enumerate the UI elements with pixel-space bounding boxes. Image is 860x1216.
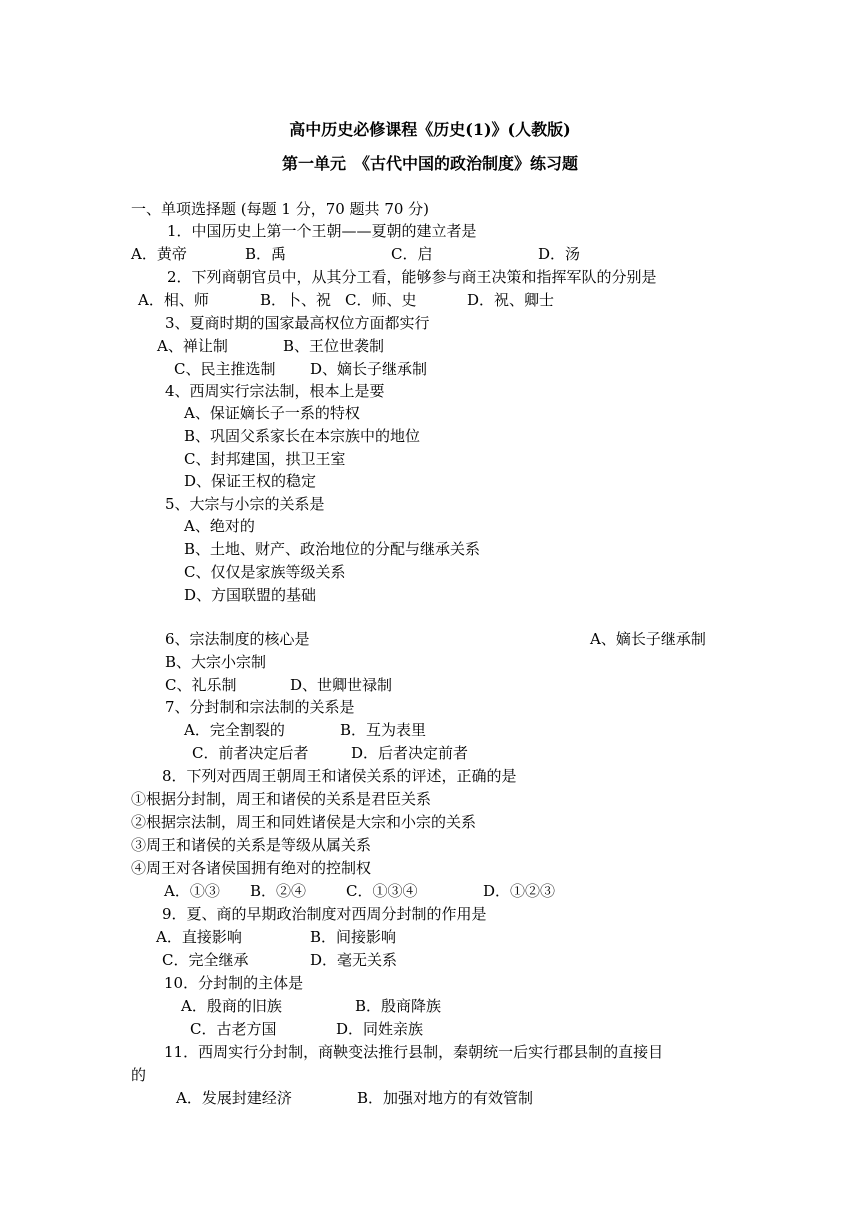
option-c: C．前者决定后者 [192, 744, 309, 762]
option-d: D．祝、卿士 [467, 291, 555, 309]
option-d: D、方国联盟的基础 [184, 586, 317, 604]
question-stem: 5、大宗与小宗的关系是 [165, 495, 325, 513]
option-b: B．间接影响 [310, 928, 397, 946]
option-a: A、禅让制 [157, 337, 228, 355]
option-c: C．师、史 [345, 291, 417, 309]
question-stem: 2．下列商朝官员中，从其分工看，能够参与商王决策和指挥军队的分别是 [167, 268, 657, 286]
question-stem: 10．分封制的主体是 [164, 974, 304, 992]
option-a: A、保证嫡长子一系的特权 [184, 404, 360, 422]
option-a: A．①③ [164, 882, 220, 900]
document-title: 高中历史必修课程《历史(1)》(人教版) [289, 120, 571, 139]
option-d: D．后者决定前者 [351, 744, 469, 762]
option-c: C、封邦建国，拱卫王室 [184, 450, 346, 468]
option-b: B．禹 [245, 245, 287, 263]
option-b: B．殷商降族 [355, 997, 442, 1015]
option-d: D．同姓亲族 [336, 1020, 424, 1038]
option-c: C、仅仅是家族等级关系 [184, 563, 346, 581]
option-d: D．汤 [538, 245, 581, 263]
option-b: B、巩固父系家长在本宗族中的地位 [184, 427, 421, 445]
option-a: A．直接影响 [156, 928, 242, 946]
statement-item: ③周王和诸侯的关系是等级从属关系 [131, 836, 372, 854]
question-stem: 7、分封制和宗法制的关系是 [165, 698, 355, 716]
document-subtitle: 第一单元 《古代中国的政治制度》练习题 [281, 154, 578, 173]
statement-item: ④周王对各诸侯国拥有绝对的控制权 [131, 859, 372, 877]
option-a: A、绝对的 [184, 517, 255, 535]
option-b: B、王位世袭制 [283, 337, 385, 355]
option-c: C．①③④ [346, 882, 418, 900]
option-c: C．古老方国 [190, 1020, 277, 1038]
question-stem: 8．下列对西周王朝周王和诸侯关系的评述，正确的是 [162, 767, 517, 785]
option-d: D．毫无关系 [310, 951, 398, 969]
option-b: B、大宗小宗制 [165, 653, 267, 671]
question-stem: 6、宗法制度的核心是 [165, 630, 310, 648]
option-a: A．完全割裂的 [184, 721, 285, 739]
question-stem: 11．西周实行分封制，商鞅变法推行县制，秦朝统一后实行郡县制的直接目 [164, 1043, 664, 1061]
option-b: B．②④ [250, 882, 307, 900]
option-b: B、土地、财产、政治地位的分配与继承关系 [184, 540, 481, 558]
option-a: A．相、师 [138, 291, 209, 309]
option-b: B．卜、祝 [260, 291, 332, 309]
option-d: D、世卿世禄制 [290, 676, 393, 694]
option-a: A．黄帝 [131, 245, 187, 263]
option-c: C、民主推选制 [174, 360, 276, 378]
question-stem: 1．中国历史上第一个王朝——夏朝的建立者是 [167, 222, 477, 240]
question-stem: 9．夏、商的早期政治制度对西周分封制的作用是 [162, 905, 487, 923]
option-d: D、保证王权的稳定 [184, 472, 317, 490]
option-c: C、礼乐制 [165, 676, 237, 694]
section-heading: 一、单项选择题 (每题 1 分，70 题共 70 分) [131, 200, 430, 218]
option-d: D．①②③ [483, 882, 556, 900]
statement-item: ②根据宗法制，周王和同姓诸侯是大宗和小宗的关系 [131, 813, 477, 831]
option-b: B．互为表里 [340, 721, 427, 739]
question-stem: 3、夏商时期的国家最高权位方面都实行 [165, 314, 430, 332]
option-a: A．殷商的旧族 [181, 997, 282, 1015]
option-b: B．加强对地方的有效管制 [357, 1089, 534, 1107]
option-c: C．完全继承 [162, 951, 249, 969]
question-stem-continuation: 的 [131, 1066, 147, 1084]
option-c: C．启 [391, 245, 433, 263]
option-a: A．发展封建经济 [176, 1089, 292, 1107]
statement-item: ①根据分封制，周王和诸侯的关系是君臣关系 [131, 790, 432, 808]
question-stem: 4、西周实行宗法制，根本上是要 [165, 382, 385, 400]
option-d: D、嫡长子继承制 [310, 360, 428, 378]
option-a: A、嫡长子继承制 [590, 630, 706, 648]
